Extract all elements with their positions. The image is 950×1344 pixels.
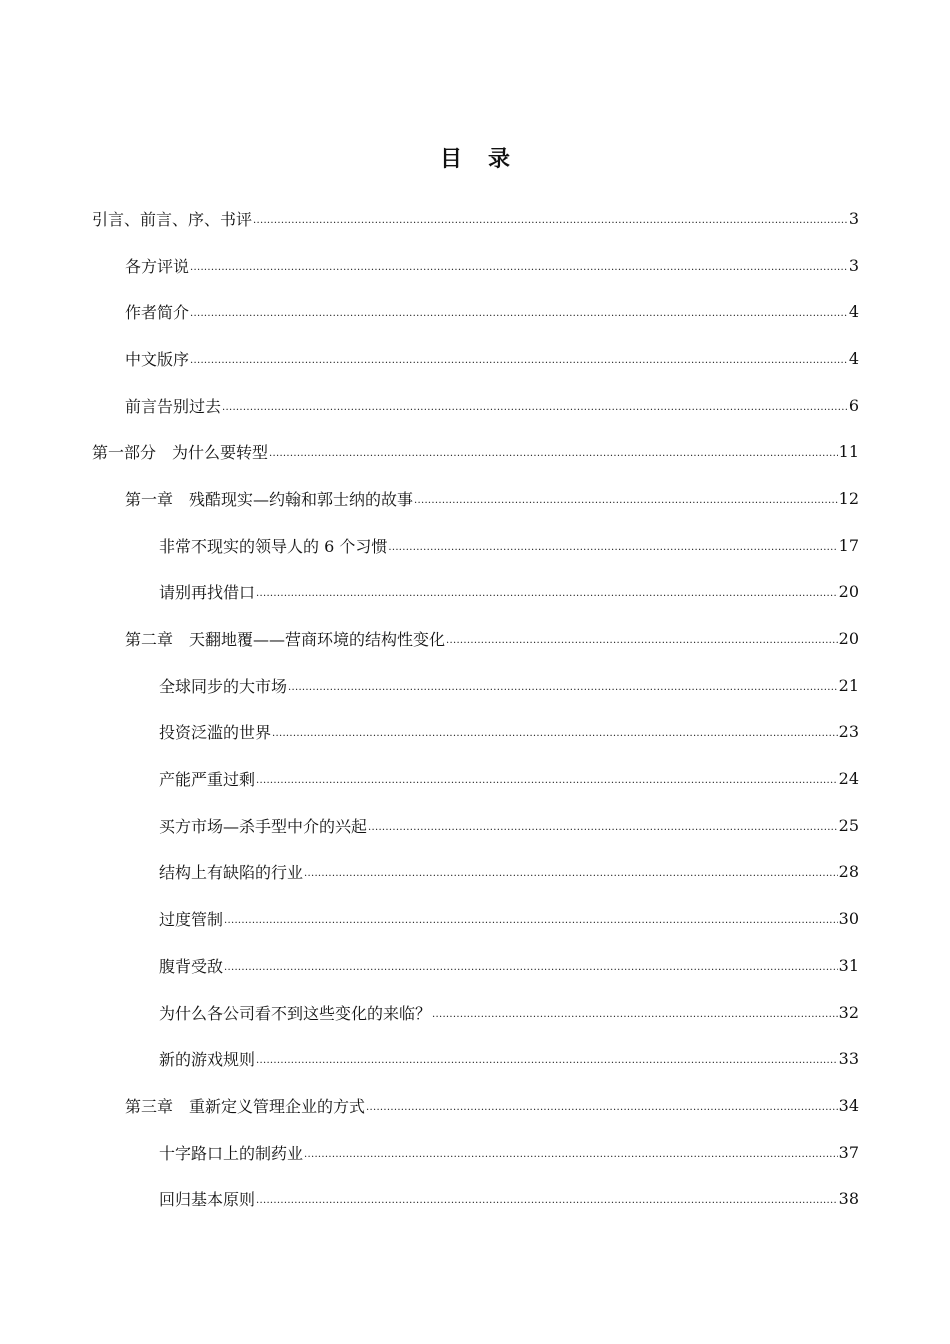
toc-entry-page: 6 <box>848 395 859 415</box>
toc-entry-text: 十字路口上的制药业 <box>159 1143 304 1163</box>
toc-entry-page: 4 <box>848 302 859 322</box>
toc-entry-text: 腹背受敌 <box>159 956 224 976</box>
toc-entry[interactable] <box>0 615 950 662</box>
toc-entry-text: 投资泛滥的世界 <box>159 723 272 743</box>
toc-dot-leader <box>366 1102 838 1113</box>
toc-dot-leader <box>253 215 848 226</box>
toc-dot-leader <box>446 635 838 646</box>
toc-entry-page: 31 <box>838 955 859 975</box>
toc-entry[interactable] <box>0 428 950 475</box>
toc-entry-page: 33 <box>838 1049 859 1069</box>
toc-entry-page: 21 <box>838 675 859 695</box>
toc-dot-leader <box>272 728 838 739</box>
toc-entry-page: 38 <box>838 1189 859 1209</box>
toc-entry-text: 买方市场—杀手型中介的兴起 <box>159 816 368 836</box>
toc-entry[interactable] <box>0 895 950 942</box>
toc-entry-page: 3 <box>848 208 859 228</box>
toc-entry[interactable] <box>0 335 950 382</box>
toc-entry-page: 30 <box>838 909 859 929</box>
toc-dot-leader <box>256 1195 838 1206</box>
toc-entry-text: 请别再找借口 <box>159 583 256 603</box>
toc-entry-text: 为什么各公司看不到这些变化的来临？ <box>159 1003 432 1023</box>
toc-dot-leader <box>224 962 838 973</box>
toc-dot-leader <box>190 308 848 319</box>
toc-entry-text: 过度管制 <box>159 910 224 930</box>
toc-entry[interactable] <box>0 802 950 849</box>
toc-entry[interactable] <box>0 755 950 802</box>
toc-entry[interactable] <box>0 1175 950 1222</box>
toc-dot-leader <box>222 402 848 413</box>
toc-entry-text: 各方评说 <box>125 256 190 276</box>
toc-entry-text: 前言告别过去 <box>125 396 222 416</box>
toc-entry-page: 20 <box>838 629 859 649</box>
toc-entry-page: 28 <box>838 862 859 882</box>
toc-entry[interactable] <box>0 1035 950 1082</box>
toc-dot-leader <box>190 355 848 366</box>
toc-entry-page: 12 <box>838 488 859 508</box>
toc-entry[interactable] <box>0 1082 950 1129</box>
toc-entry-page: 24 <box>838 769 859 789</box>
toc-entry-page: 20 <box>838 582 859 602</box>
toc-entry[interactable] <box>0 475 950 522</box>
toc-entry-page: 25 <box>838 815 859 835</box>
toc-entry-text: 引言、前言、序、书评 <box>92 209 253 229</box>
toc-entry[interactable] <box>0 1129 950 1176</box>
toc-entry-text: 中文版序 <box>125 349 190 369</box>
toc-entry[interactable] <box>0 569 950 616</box>
toc-list <box>0 195 950 1222</box>
toc-entry[interactable] <box>0 989 950 1036</box>
toc-dot-leader <box>388 542 837 553</box>
toc-dot-leader <box>432 1009 838 1020</box>
toc-entry-text: 第三章 重新定义管理企业的方式 <box>125 1096 366 1116</box>
toc-entry-page: 37 <box>838 1142 859 1162</box>
toc-dot-leader <box>256 588 838 599</box>
toc-entry[interactable] <box>0 522 950 569</box>
toc-entry-page: 4 <box>848 348 859 368</box>
toc-entry-page: 34 <box>838 1095 859 1115</box>
toc-entry[interactable] <box>0 709 950 756</box>
toc-dot-leader <box>414 495 838 506</box>
toc-entry[interactable] <box>0 195 950 242</box>
toc-entry[interactable] <box>0 942 950 989</box>
toc-dot-leader <box>224 915 838 926</box>
toc-entry-text: 产能严重过剩 <box>159 770 256 790</box>
toc-entry-text: 新的游戏规则 <box>159 1050 256 1070</box>
toc-entry-page: 23 <box>838 722 859 742</box>
toc-dot-leader <box>269 448 838 459</box>
toc-dot-leader <box>304 868 838 879</box>
toc-entry-text: 非常不现实的领导人的 6 个习惯 <box>159 536 388 556</box>
toc-entry-page: 32 <box>838 1002 859 1022</box>
toc-dot-leader <box>256 1055 838 1066</box>
toc-dot-leader <box>190 262 848 273</box>
toc-entry-text: 作者简介 <box>125 303 190 323</box>
toc-dot-leader <box>368 822 838 833</box>
toc-entry-page: 17 <box>838 535 859 555</box>
toc-entry-text: 全球同步的大市场 <box>159 676 288 696</box>
toc-entry[interactable] <box>0 382 950 429</box>
toc-title: 目录 <box>439 146 536 172</box>
toc-entry-text: 回归基本原则 <box>159 1190 256 1210</box>
toc-dot-leader <box>304 1149 838 1160</box>
toc-dot-leader <box>256 775 838 786</box>
toc-entry-text: 第二章 天翻地覆——营商环境的结构性变化 <box>125 630 446 650</box>
toc-entry-page: 11 <box>838 442 859 462</box>
toc-entry[interactable] <box>0 288 950 335</box>
toc-entry[interactable] <box>0 242 950 289</box>
toc-entry-page: 3 <box>848 255 859 275</box>
toc-entry[interactable] <box>0 662 950 709</box>
toc-entry-text: 第一部分 为什么要转型 <box>92 443 269 463</box>
toc-entry-text: 结构上有缺陷的行业 <box>159 863 304 883</box>
toc-dot-leader <box>288 682 838 693</box>
toc-entry-text: 第一章 残酷现实—约翰和郭士纳的故事 <box>125 489 414 509</box>
toc-entry[interactable] <box>0 849 950 896</box>
